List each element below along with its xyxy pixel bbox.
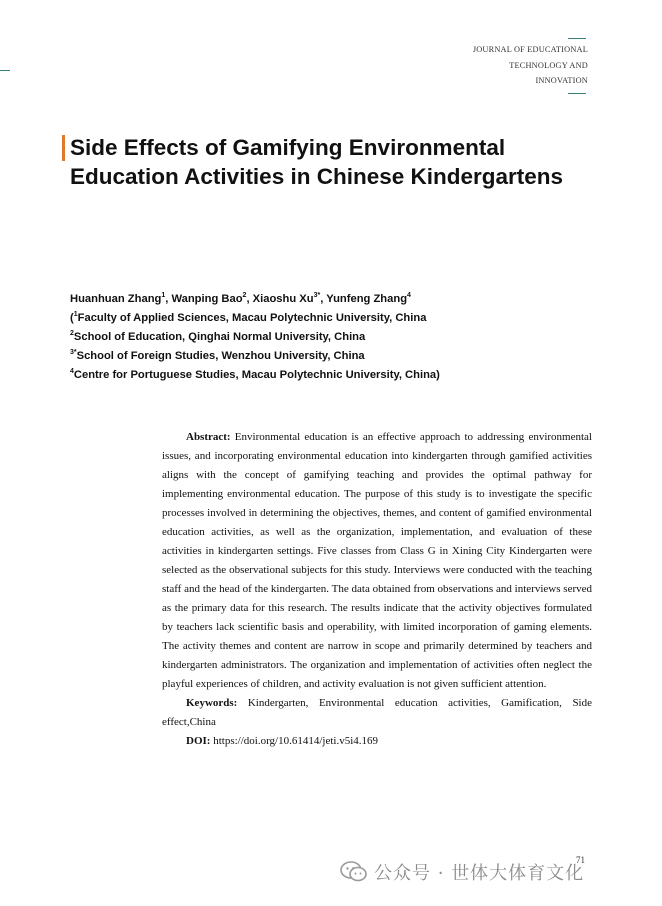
title-accent-bar: [62, 135, 65, 161]
doi-paragraph: [162, 732, 592, 751]
abstract-text: Environmental education is an effective approach to addressing environmental issues, and incorporating environmental education into kindergarten through gamified activities aligns with the concept of gamifying teaching and provides the optimal pathway for implementing environmental education. The purpose of this study is to investigate the specific processes involved in determining the objectives, themes, and content of gamified environmental education activities, as well as the organization, implementation, and evaluation of these activities in kindergarten settings. Five classes from Class G in Xining City Kindergarten were selected as the observational subjects for this study. Interviews were conducted with the teaching staff and the head of the kindergarten. The data obtained from observations and interviews served as the primary data for this research. The results indicate that the activity objectives formulated by teachers lack scientific basis and operability, with limited incorporation of gaming elements. The activity themes and content are narrow in scope and primarily determined by teachers and kindergarten administrators. The organization and implementation of activities often neglect the playful experiences of children, and activity evaluation is not given sufficient attention.: [162, 431, 592, 690]
affiliation-text: School of Foreign Studies, Wenzhou University, China: [76, 350, 365, 362]
author-separator: ,: [246, 293, 253, 305]
keywords-paragraph: [162, 694, 592, 732]
author-sup: 3*: [313, 292, 321, 299]
affiliation-sup: 4: [70, 368, 74, 375]
affiliation-text: School of Education, Qinghai Normal University, China: [73, 331, 366, 343]
keywords-label: Keywords:: [186, 697, 238, 709]
affiliation: [70, 309, 630, 328]
journal-bottom-rule: [568, 93, 586, 94]
journal-name-line: JOURNAL OF EDUCATIONAL: [472, 45, 588, 54]
doi-label: DOI:: [186, 735, 211, 747]
affiliation: [70, 366, 630, 385]
author-block: [70, 290, 630, 385]
author-name: Yunfeng Zhang: [326, 293, 408, 305]
affiliation-text: Faculty of Applied Sciences, Macau Polytechnic University, China: [77, 312, 427, 324]
abstract-paragraph: [162, 428, 592, 694]
author-list: [70, 290, 630, 309]
author-sup: 4: [407, 292, 411, 299]
affiliation: [70, 328, 630, 347]
affiliation-sup: 1: [73, 311, 78, 318]
doi-link[interactable]: https://doi.org/10.61414/jeti.v5i4.169: [210, 735, 379, 747]
affiliation-sup: 3*: [70, 349, 77, 356]
page-number: 71: [576, 855, 585, 865]
affiliation-sup: 2: [70, 330, 74, 337]
paper-title-line: Side Effects of Gamifying Environmental: [70, 135, 506, 160]
affiliation-prefix: (: [70, 312, 74, 324]
wechat-icon: [340, 861, 368, 883]
journal-top-rule: [568, 38, 586, 39]
watermark: [340, 860, 584, 884]
affiliation-text: Centre for Portuguese Studies, Macau Polytechnic University, China): [73, 369, 440, 381]
journal-name-line: INNOVATION: [535, 76, 588, 85]
author-sup: 2: [242, 292, 247, 299]
paper-title-line: Education Activities in Chinese Kindergartens: [70, 164, 564, 189]
author-name: Huanhuan Zhang: [70, 293, 162, 305]
abstract-section: [162, 428, 592, 751]
abstract-label: Abstract:: [186, 431, 231, 443]
paper-title: [70, 133, 630, 191]
keywords-text: Kindergarten, Environmental education activities, Gamification, Side effect,China: [162, 697, 592, 728]
author-separator: ,: [165, 293, 172, 305]
author-name: Wanping Bao: [171, 293, 243, 305]
journal-name-line: TECHNOLOGY AND: [509, 60, 588, 70]
affiliation: [70, 347, 630, 366]
journal-name: [473, 42, 588, 89]
author-separator: ,: [320, 293, 327, 305]
author-sup: 1: [161, 292, 166, 299]
left-margin-rule: [0, 70, 10, 71]
author-name: Xiaoshu Xu: [252, 293, 314, 305]
watermark-text: 公众号 · 世体大体育文化: [374, 863, 585, 884]
